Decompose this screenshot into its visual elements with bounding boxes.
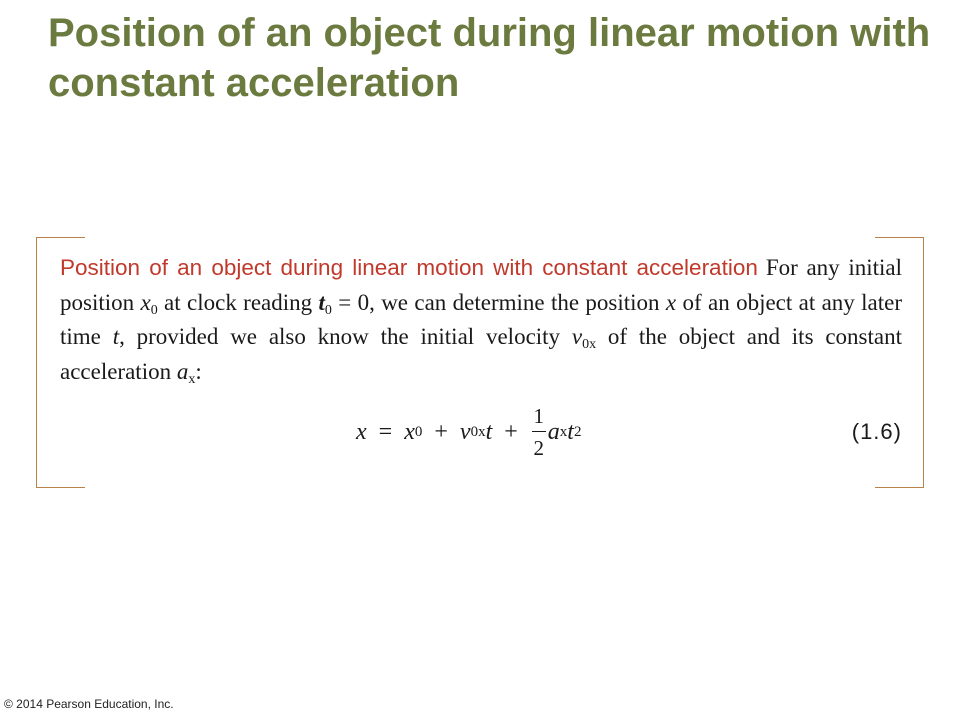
var-x: x: [665, 289, 677, 315]
eq-fraction-denominator: 2: [533, 436, 545, 461]
var-t: t: [112, 324, 120, 349]
equation-number: (1.6): [851, 419, 902, 444]
text-segment-6: of the object and its constant acceleration: [60, 324, 902, 384]
text-segment-2: at clock reading: [157, 289, 319, 315]
definition-text: [60, 251, 902, 389]
eq-t: t: [485, 418, 493, 445]
text-segment-7: :: [195, 358, 202, 384]
eq-fraction-half: [532, 405, 546, 459]
text-segment-3: = 0, we can determine the position: [331, 289, 666, 315]
slide-title: Position of an object during linear motion with constant acceleration: [48, 11, 931, 105]
var-ax-subscript: x: [188, 371, 196, 387]
eq-v0x: v: [459, 418, 471, 445]
eq-fraction-bar: [532, 431, 546, 432]
equation-row: [60, 398, 902, 466]
eq-fraction-numerator: 1: [533, 403, 545, 428]
var-t0-subscript: 0: [324, 302, 332, 318]
eq-lhs-x: x: [356, 418, 367, 445]
definition-heading: Position of an object during linear motion with constant acceleration: [60, 255, 758, 280]
eq-ax: a: [547, 418, 560, 445]
var-v0x: v: [571, 324, 583, 349]
var-x0: x: [140, 289, 151, 315]
var-ax: a: [176, 358, 189, 384]
var-x0-subscript: 0: [150, 302, 158, 318]
text-segment-4: of an object at any later time: [60, 289, 902, 349]
eq-t-squared: t: [567, 418, 574, 445]
copyright-notice: © 2014 Pearson Education, Inc.: [4, 697, 174, 711]
eq-equals-sign: =: [378, 418, 393, 445]
eq-plus-sign-1: +: [434, 418, 448, 445]
eq-plus-sign-2: +: [504, 418, 518, 445]
var-v0x-subscript: 0x: [582, 337, 597, 352]
text-segment-5: , provided we also know the initial velocity: [119, 324, 572, 349]
eq-x0: x: [404, 418, 415, 445]
var-t0: t: [318, 289, 325, 315]
position-equation: x = x 0 + v 0x t + $\frac{1}{2}$ a x t 2: [356, 403, 582, 461]
text-segment-1: For any initial position: [60, 255, 903, 315]
